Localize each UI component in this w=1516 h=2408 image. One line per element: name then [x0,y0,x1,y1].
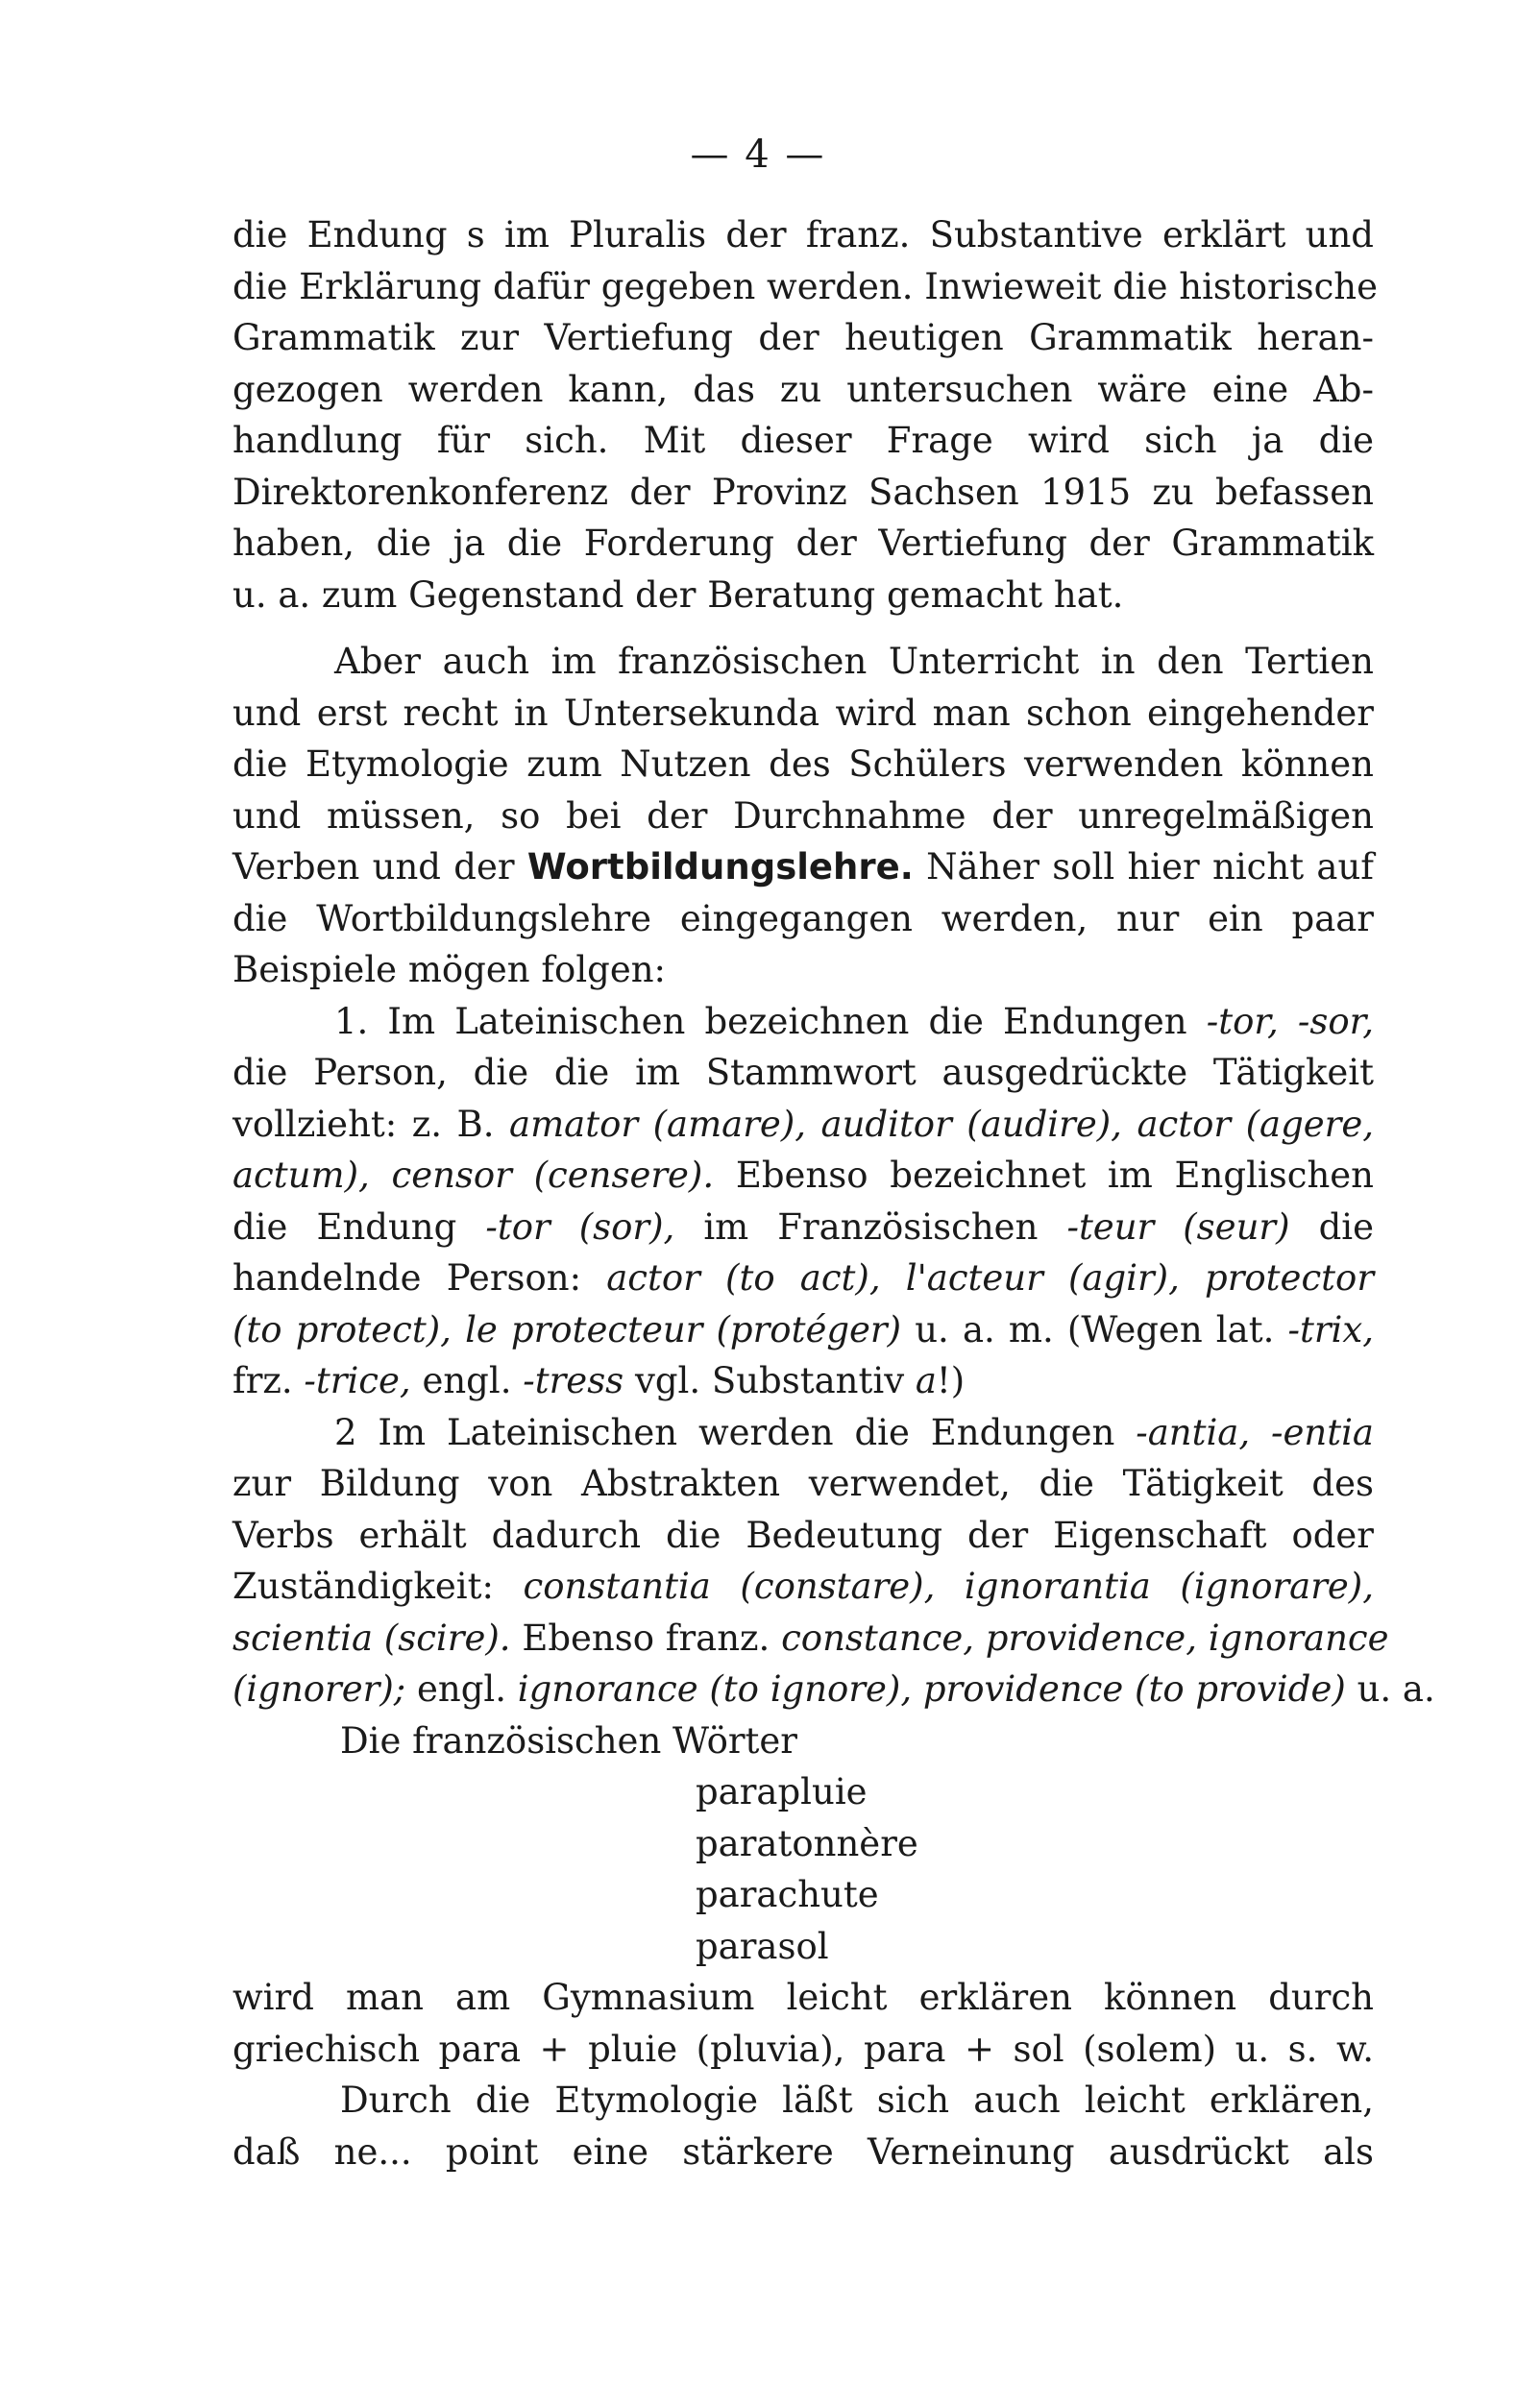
text-line: Aber auch im französischen Unterricht in den Tertien [334,641,1374,682]
italic-segment: -trice, [304,1360,411,1401]
text-segment: Zuständigkeit: [232,1566,494,1607]
text-segment: !) [936,1360,966,1401]
text-line: gezogen werden kann, das zu untersuchen wäre eine Ab- [232,368,1374,410]
text-segment: Näher soll hier nicht auf [926,846,1374,888]
italic-segment: -tor (sor), [485,1205,675,1248]
italic-segment: constance, providence, ignorance [781,1617,1389,1659]
text-line: und erst recht in Untersekunda wird man schon eingehender [232,692,1374,734]
italic-segment: constantia (constare), ignorantia (ignorare), [523,1566,1374,1607]
text-segment: im Französischen [703,1205,1039,1248]
text-segment: vollzieht: z. B. [232,1103,495,1145]
word-list-item: parasol [696,1925,829,1967]
text-segment: u. a. m. (Wegen lat. [915,1308,1275,1350]
text-segment: engl. [422,1360,512,1401]
text-line: zur Bildung von Abstrakten verwendet, die Tätigkeit des [232,1463,1374,1504]
text-line: Die französischen Wörter [340,1719,797,1762]
text-line: die Endung s im Pluralis der franz. Substantive erklärt und [232,214,1374,255]
text-segment: u. a. [1357,1668,1435,1710]
text-line: Grammatik zur Vertiefung der heutigen Grammatik heran- [232,317,1374,358]
text-line [232,1099,1374,1151]
italic-segment: actum), censor (censere). [232,1155,715,1196]
text-line [232,1664,1435,1715]
text-line: Beispiele mögen folgen: [232,949,667,990]
italic-segment: -tor, -sor, [1206,1000,1375,1042]
text-segment: engl. [417,1668,507,1710]
text-line: wird man am Gymnasium leicht erklären können durch [232,1977,1374,2018]
word-list-item: parapluie [696,1771,868,1812]
text-segment: handelnde Person: [232,1257,582,1299]
text-line: daß ne... point eine stärkere Verneinung ausdrückt als [232,2130,1374,2173]
text-line [232,1355,1374,1407]
italic-segment: -antia, -entia [1136,1411,1374,1453]
text-line: die Wortbildungslehre eingegangen werden, nur ein paar [232,897,1374,939]
word-list-item: paratonnère [696,1822,918,1864]
emphasis-term: Wortbildungslehre. [526,846,914,888]
page-number: — 4 — [690,133,826,177]
italic-segment: (to protect), le protecteur (protéger) [232,1308,902,1350]
italic-segment: actor (to act), l'acteur (agir), protector [606,1257,1375,1299]
text-line [232,841,1374,893]
text-line: Direktorenkonferenz der Provinz Sachsen 1915 zu befassen [232,471,1374,513]
text-line [232,996,1374,1048]
text-line: haben, die ja die Forderung der Vertiefung der Grammatik [232,523,1374,564]
text-segment: vgl. Substantiv [634,1360,905,1401]
italic-segment: -trix, [1287,1308,1375,1350]
text-line: die Etymologie zum Nutzen des Schülers verwenden können [232,743,1374,785]
italic-segment: scientia (scire). [232,1617,511,1659]
text-line [232,1150,1374,1202]
text-segment: Ebenso franz. [522,1617,770,1659]
italic-segment: a [915,1360,937,1401]
text-segment: Verben und der [232,846,515,888]
text-line: die Erklärung dafür gegeben werden. Inwieweit die historische [232,265,1379,307]
text-line [232,1202,1374,1253]
text-line: Verbs erhält dadurch die Bedeutung der Eigenschaft oder [232,1514,1374,1556]
italic-segment: ignorance (to ignore), providence (to provide) [517,1668,1346,1710]
text-line: und müssen, so bei der Durchnahme der unregelmäßigen [232,794,1374,837]
text-line [232,1613,1389,1665]
text-line: die Person, die die im Stammwort ausgedrückte Tätigkeit [232,1052,1374,1093]
text-line [232,1304,1374,1356]
text-line [232,1253,1374,1304]
text-segment: frz. [232,1360,293,1401]
italic-segment: (ignorer); [232,1668,406,1710]
text-segment: die [1318,1205,1374,1248]
italic-segment: -tress [523,1360,624,1401]
text-line: griechisch para + pluie (pluvia), para + sol (solem) u. s. w. [232,2028,1374,2070]
text-segment: 2 Im Lateinischen werden die Endungen [334,1411,1115,1453]
italic-segment: -teur (seur) [1066,1205,1290,1248]
italic-segment: amator (amare), auditor (audire), actor (agere, [509,1103,1375,1145]
text-segment: die Endung [232,1205,457,1248]
text-line: u. a. zum Gegenstand der Beratung gemacht hat. [232,573,1124,616]
text-segment: 1. Im Lateinischen bezeichnen die Endungen [334,1000,1187,1042]
text-body [232,209,1435,2177]
text-line: handlung für sich. Mit dieser Frage wird sich ja die [232,420,1374,461]
text-line [232,1561,1374,1613]
text-segment: Ebenso bezeichnet im Englischen [735,1155,1375,1196]
word-list-item: parachute [696,1874,879,1915]
text-line [232,1407,1374,1459]
text-line: Durch die Etymologie läßt sich auch leicht erklären, [340,2080,1374,2121]
